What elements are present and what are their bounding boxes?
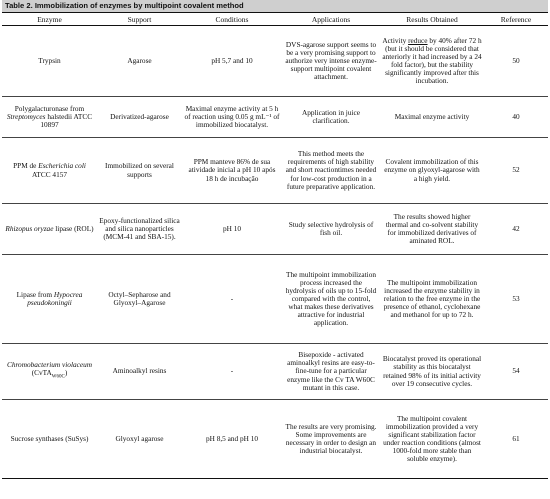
cell-conditions: PPM manteve 86% de sua atividade inicial a pH 10 após 18 h de incubação <box>182 138 282 204</box>
cell-applications: The multipoint immobilization process increased the hydrolysis of oils up to 15-fold compared with the control, what makes these derivatives attractive for industrial application. <box>282 255 380 344</box>
cell-applications: Study selective hydrolysis of fish oil. <box>282 204 380 255</box>
results-underlined-word: reduce <box>408 35 428 45</box>
enzyme-name: lipase (ROL) <box>53 223 94 233</box>
organism-name: Streptomyces <box>6 111 46 121</box>
cell-results: The multipoint immobilization increased the enzyme stability in relation to the free enzyme in the presence of ethanol, cyclohexane and methanol for up to 72 h. <box>380 255 484 344</box>
enzyme-subscript: W60C <box>51 374 65 380</box>
cell-enzyme <box>2 204 97 255</box>
cell-results: Biocatalyst proved its operational stability as this biocatalyst retained 98% of its initial activity over 19 consecutive cycles. <box>380 344 484 400</box>
enzyme-name: PPM de <box>13 161 39 171</box>
cell-support: Agarose <box>97 26 182 97</box>
table-row <box>2 138 548 204</box>
table-caption: Table 2. Immobilization of enzymes by multipoint covalent method <box>2 0 548 12</box>
cell-applications: Bisepoxide - activated aminoalkyl resins are easy-to-fine-tune for a particular enzyme like the Cv TA W60C mutant in this case. <box>282 344 380 400</box>
cell-reference: 53 <box>484 255 548 344</box>
enzyme-name: (CvTA <box>31 368 52 378</box>
cell-conditions: pH 8,5 and pH 10 <box>182 400 282 479</box>
cell-applications: This method meets the requirements of high stability and short reactiontimes needed for low-cost production in a future preparative application. <box>282 138 380 204</box>
enzyme-name: Polygalacturonase from <box>14 103 85 113</box>
cell-reference: 42 <box>484 204 548 255</box>
table-container <box>2 0 548 479</box>
header-reference: Reference <box>484 13 548 26</box>
cell-conditions: - <box>182 255 282 344</box>
organism-name: Hypocrea pseudokoningii <box>27 289 83 307</box>
cell-reference: 54 <box>484 344 548 400</box>
enzyme-name-close: ) <box>64 368 68 378</box>
table-row <box>2 97 548 138</box>
cell-results: Maximal enzyme activity <box>380 97 484 138</box>
cell-reference: 50 <box>484 26 548 97</box>
cell-support: Aminoalkyl resins <box>97 344 182 400</box>
cell-conditions: pH 5,7 and 10 <box>182 26 282 97</box>
cell-applications: The results are very promising. Some improvements are necessary in order to design an industrial biocatalyst. <box>282 400 380 479</box>
immobilization-table <box>2 12 548 479</box>
enzyme-strain: ATCC 4157 <box>31 169 68 179</box>
cell-support: Octyl–Sepharose and Glyoxyl–Agarose <box>97 255 182 344</box>
table-row <box>2 255 548 344</box>
cell-enzyme <box>2 344 97 400</box>
cell-enzyme: Sucrose synthases (SuSys) <box>2 400 97 479</box>
cell-support: Epoxy-functionalized silica and silica nanoparticles (MCM-41 and SBA-15). <box>97 204 182 255</box>
table-row <box>2 204 548 255</box>
table-row <box>2 344 548 400</box>
cell-reference: 40 <box>484 97 548 138</box>
cell-reference: 52 <box>484 138 548 204</box>
cell-results <box>380 26 484 97</box>
table-row <box>2 400 548 479</box>
results-text-continued: by 40% after 72 h (but it should be considered that anteriorly it had increased by a 24 fold factor), but the stability significantly improved after this incubation. <box>382 35 482 86</box>
header-enzyme: Enzyme <box>2 13 97 26</box>
header-row <box>2 13 548 26</box>
header-applications: Applications <box>282 13 380 26</box>
organism-name: Rhizopus oryzae <box>5 223 54 233</box>
cell-enzyme <box>2 255 97 344</box>
organism-name: Escherichia coli <box>38 161 86 171</box>
table-row <box>2 26 548 97</box>
organism-name: Chromobacterium violaceum <box>6 360 93 370</box>
header-conditions: Conditions <box>182 13 282 26</box>
cell-results: The multipoint covalent immobilization provided a very significant stabilization factor under reaction conditions (almost 1000-fold more stable than soluble enzyme). <box>380 400 484 479</box>
cell-results: The results showed higher thermal and co-solvent stability for immobilized derivatives of aminated ROL. <box>380 204 484 255</box>
cell-enzyme: Trypsin <box>2 26 97 97</box>
cell-conditions: pH 10 <box>182 204 282 255</box>
results-text: Activity <box>382 35 409 45</box>
enzyme-name: Lipase from <box>16 289 54 299</box>
cell-support: Immobilized on several supports <box>97 138 182 204</box>
cell-enzyme <box>2 97 97 138</box>
cell-applications: Application in juice clarification. <box>282 97 380 138</box>
cell-conditions: - <box>182 344 282 400</box>
cell-support: Glyoxyl agarose <box>97 400 182 479</box>
cell-support: Derivatized-agarose <box>97 97 182 138</box>
header-results: Results Obtained <box>380 13 484 26</box>
cell-reference: 61 <box>484 400 548 479</box>
header-support: Support <box>97 13 182 26</box>
enzyme-strain: halstedii ATCC 10897 <box>40 111 93 130</box>
cell-results: Covalent immobilization of this enzyme on glyoxyl-agarose with a high yield. <box>380 138 484 204</box>
cell-enzyme <box>2 138 97 204</box>
cell-conditions: Maximal enzyme activity at 5 h of reaction using 0.05 g mL⁻¹ of immobilized biocatalyst. <box>182 97 282 138</box>
cell-applications: DVS-agarose support seems to be a very promising support to authorize very intense enzyme-support multipoint covalent attachment. <box>282 26 380 97</box>
